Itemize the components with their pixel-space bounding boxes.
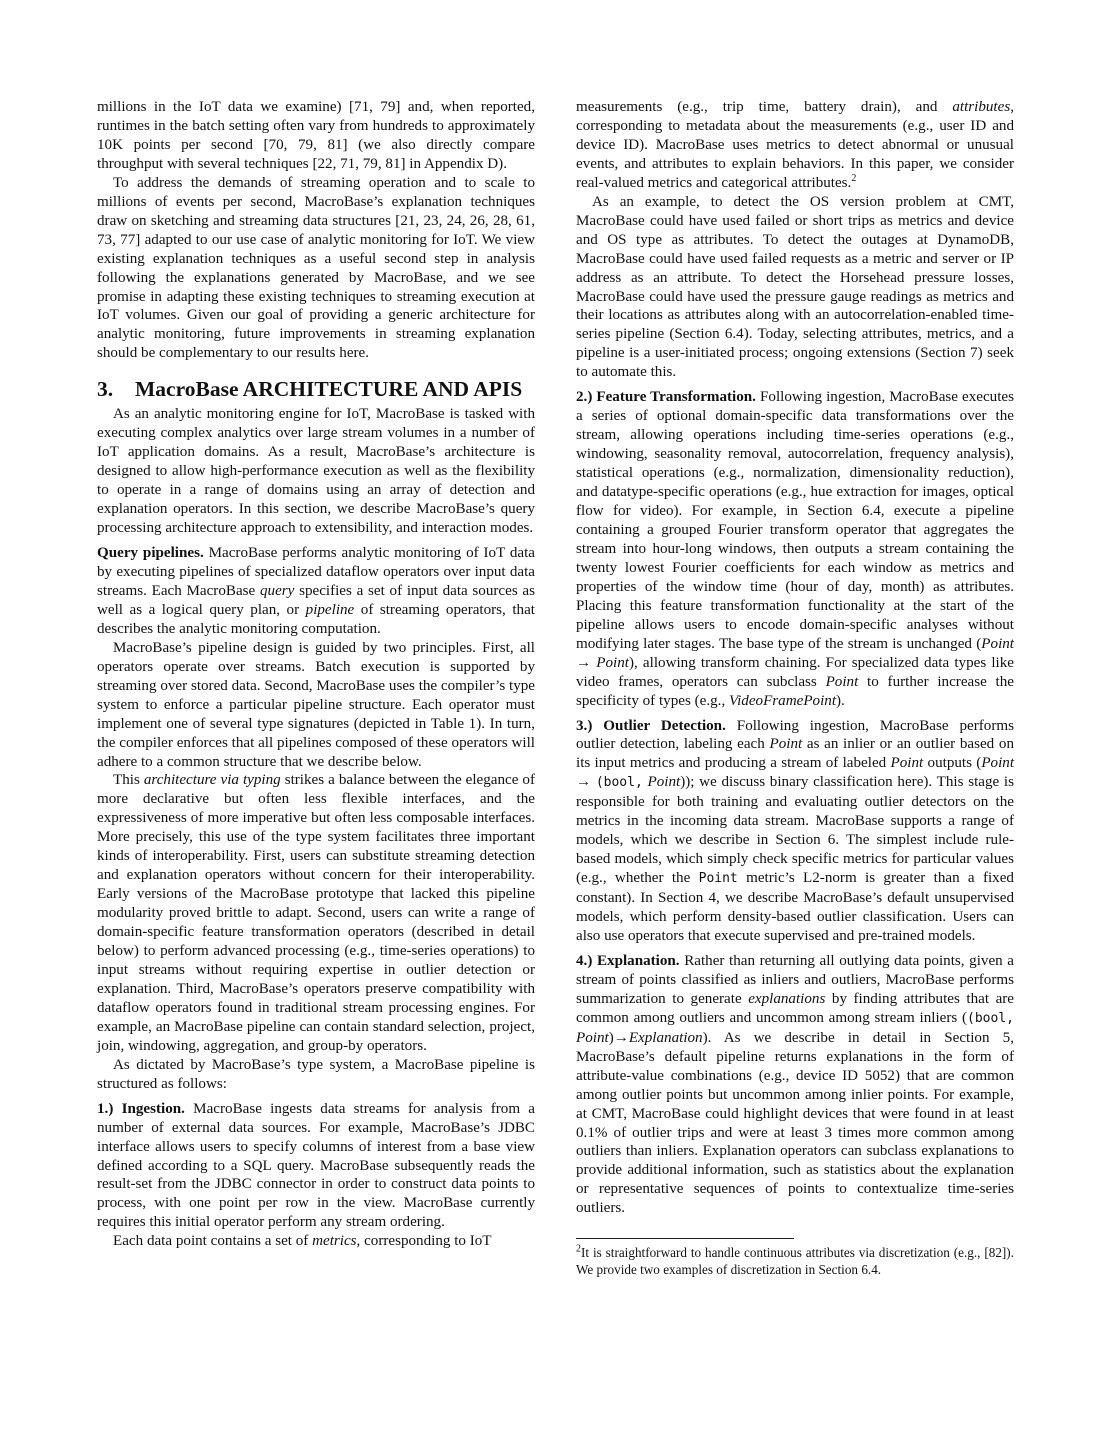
paragraph-outlier-detection: 3.) Outlier Detection. Following ingestion, MacroBase performs outlier detection, labeling each Point as an inlier or an outlier based on its input metrics and producing a stream of labeled Point outputs (Point → (bool, Point)); we discuss binary classification here). This stage is responsible for both training and evaluating outlier detectors on the metrics in the incoming data stream. MacroBase supports a range of models, which we describe in Section 6. The simplest include rule-based models, which simply check specific metrics for particular values (e.g., whether the Point metric’s L2-norm is greater than a fixed constant). In Section 4, we describe MacroBase’s default unsupervised models, which perform density-based outlier classification. Users can also use operators that execute supervised and pre-trained models.: [576, 717, 1015, 944]
paragraph-streaming-techniques: To address the demands of streaming operation and to scale to millions of events per second, MacroBase’s explanation techniques draw on sketching and streaming data structures [21, 23, 24, 26, 28, 61, 73, 77] adapted to our use case of analytic monitoring for IoT. We view existing explanation techniques as a useful second step in analysis following the explanations generated by MacroBase, and we see promise in adapting these existing techniques to streaming execution at IoT volumes. Given our goal of providing a generic architecture for analytic monitoring, future improvements in streaming explanation should be complementary to our results here.: [97, 174, 535, 362]
run-in-heading: 1.) Ingestion.: [97, 1100, 185, 1117]
section-number: 3.: [97, 377, 114, 402]
right-column: [576, 98, 1014, 1278]
run-in-heading: 3.) Outlier Detection.: [576, 717, 726, 734]
footnote-divider: [576, 1238, 794, 1239]
paragraph-design-principles: MacroBase’s pipeline design is guided by two principles. First, all operators operate over streams. Batch execution is supported by streaming over stored data. Second, MacroBase uses the compiler’s type system to enforce a particular pipeline structure. Each operator must implement one of several type signatures (depicted in Table 1). In turn, the compiler enforces that all pipelines composed of these operators will adhere to a common structure that we describe below.: [97, 639, 535, 770]
footnote-ref: 2: [851, 172, 857, 184]
paragraph-query-pipelines: Query pipelines. MacroBase performs analytic monitoring of IoT data by executing pipelines of specialized dataflow operators over input data streams. Each MacroBase query specifies a set of input data sources as well as a logical query plan, or pipeline of streaming operators, that describes the analytic monitoring computation.: [97, 545, 536, 637]
paragraph-feature-transformation: 2.) Feature Transformation. Following ingestion, MacroBase executes a series of optional domain-specific data transformations over the stream, allowing operations including time-series operations (e.g., windowing, seasonality removal, autocorrelation, frequency analysis), statistical operations (e.g., normalization, dimensionality reduction), and datatype-specific operations (e.g., hue extraction for images, optical flow for video). For example, in Section 6.4, execute a pipeline containing a grouped Fourier transform operator that aggregates the stream into hour-long windows, then outputs a stream containing the twenty lowest Fourier coefficients for each window as metrics and properties of the window time (hour of day, month) as attributes. Placing this feature transformation functionality at the start of the pipeline allows users to encode domain-specific analyses without modifying later stages. The base type of the stream is unchanged (Point → Point), allowing transform chaining. For specialized data types like video frames, operators can subclass Point to further increase the specificity of types (e.g., VideoFramePoint).: [576, 389, 1014, 709]
footnote: $^2$It is straightforward to handle continuous attributes via discretization (e.g., [82]). We provide two examples of discretization in Section 6.4.: [576, 1243, 1014, 1277]
paragraph-architecture-typing: This architecture via typing strikes a balance between the elegance of more declarative but often less flexible interfaces, and the expressiveness of more imperative but often less composable interfaces. More precisely, this use of the type system facilitates three important kinds of interoperability. First, users can substitute streaming detection and explanation operators without concern for their interoperability. Early versions of the MacroBase prototype that lacked this pipeline modularity proved brittle to adapt. Second, users can write a range of domain-specific feature transformation operators (described in detail below) to perform advanced processing (e.g., time-series operations) to input streams without requiring expertise in outlier detection or explanation. Third, MacroBase’s operators preserve compatibility with dataflow operators found in traditional stream processing engines. For example, an MacroBase pipeline can contain standard selection, project, join, windowing, aggregation, and group-by operators.: [97, 772, 536, 1054]
paragraph-architecture-intro: As an analytic monitoring engine for IoT, MacroBase is tasked with executing complex analytics over large stream volumes in a number of IoT application domains. As a result, MacroBase’s architecture is designed to allow high-performance execution as well as the flexibility to operate in a range of domains using an array of detection and explanation operators. In this section, we describe MacroBase’s query processing architecture approach to extensibility, and interaction modes.: [97, 406, 535, 537]
paragraph-ingestion: 1.) Ingestion. MacroBase ingests data streams for analysis from a number of external data sources. For example, MacroBase’s JDBC interface allows users to specify columns of interest from a base view defined according to a SQL query. MacroBase subsequently reads the result-set from the JDBC connector in order to construct data points to process, with one point per row in the view. MacroBase currently requires this initial operator perform any stream ordering.: [97, 1100, 536, 1231]
paragraph-intro-continued: millions in the IoT data we examine) [71, 79] and, when reported, runtimes in the batch setting often vary from hundreds to approximately 10K points per second [70, 79, 81] (we also directly compare throughput with several techniques [22, 71, 79, 81] in Appendix D).: [97, 99, 535, 172]
paragraph-metrics: Each data point contains a set of metrics, corresponding to IoT: [113, 1233, 492, 1250]
paragraph-attributes: measurements (e.g., trip time, battery drain), and attributes, corresponding to metadata about the measurements (e.g., user ID and device ID). MacroBase uses metrics to detect abnormal or unusual events, and attributes to explain behaviors. In this paper, we consider real-valued metrics and categorical attributes.$^2$: [576, 99, 1014, 191]
section-title: MacroBase ARCHITECTURE AND APIS: [135, 377, 523, 402]
footnote-mark: 2: [576, 1243, 581, 1255]
section-heading: [97, 377, 535, 401]
run-in-heading: Query pipelines.: [97, 545, 204, 562]
paragraph-pipeline-structure: As dictated by MacroBase’s type system, a MacroBase pipeline is structured as follows:: [97, 1056, 535, 1092]
paragraph-example: As an example, to detect the OS version problem at CMT, MacroBase could have used failed or short trips as metrics and device and OS type as attributes. To detect the outages at DynamoDB, MacroBase could have used failed requests as a metric and server or IP address as an attribute. To detect the Horsehead pressure losses, MacroBase could have used the pressure gauge readings as metrics and their locations as attributes along with an autocorrelation-enabled time-series pipeline (Section 6.4). Today, selecting attributes, metrics, and a pipeline is a user-initiated process; ongoing extensions (Section 7) seek to automate this.: [576, 193, 1014, 381]
run-in-heading: 2.) Feature Transformation.: [576, 389, 756, 406]
run-in-heading: 4.) Explanation.: [576, 952, 680, 969]
left-column: [97, 98, 535, 1251]
paragraph-explanation: 4.) Explanation. Rather than returning all outlying data points, given a stream of points classified as inliers and outliers, MacroBase performs summarization to generate explanations by finding attributes that are common among outliers and uncommon among stream inliers ((bool, Point)→Explanation). As we describe in detail in Section 5, MacroBase’s default pipeline returns explanations in the form of attribute-value combinations (e.g., device ID 5052) that are common among outlier points but uncommon among inlier points. For example, at CMT, MacroBase could highlight devices that were found in at least 0.1% of outlier trips and were at least 3 times more common among outliers than inliers. Explanation operators can subclass explanations to provide additional information, such as statistics about the explanation or representative sequences of points to contextualize time-series outliers.: [576, 952, 1014, 1217]
